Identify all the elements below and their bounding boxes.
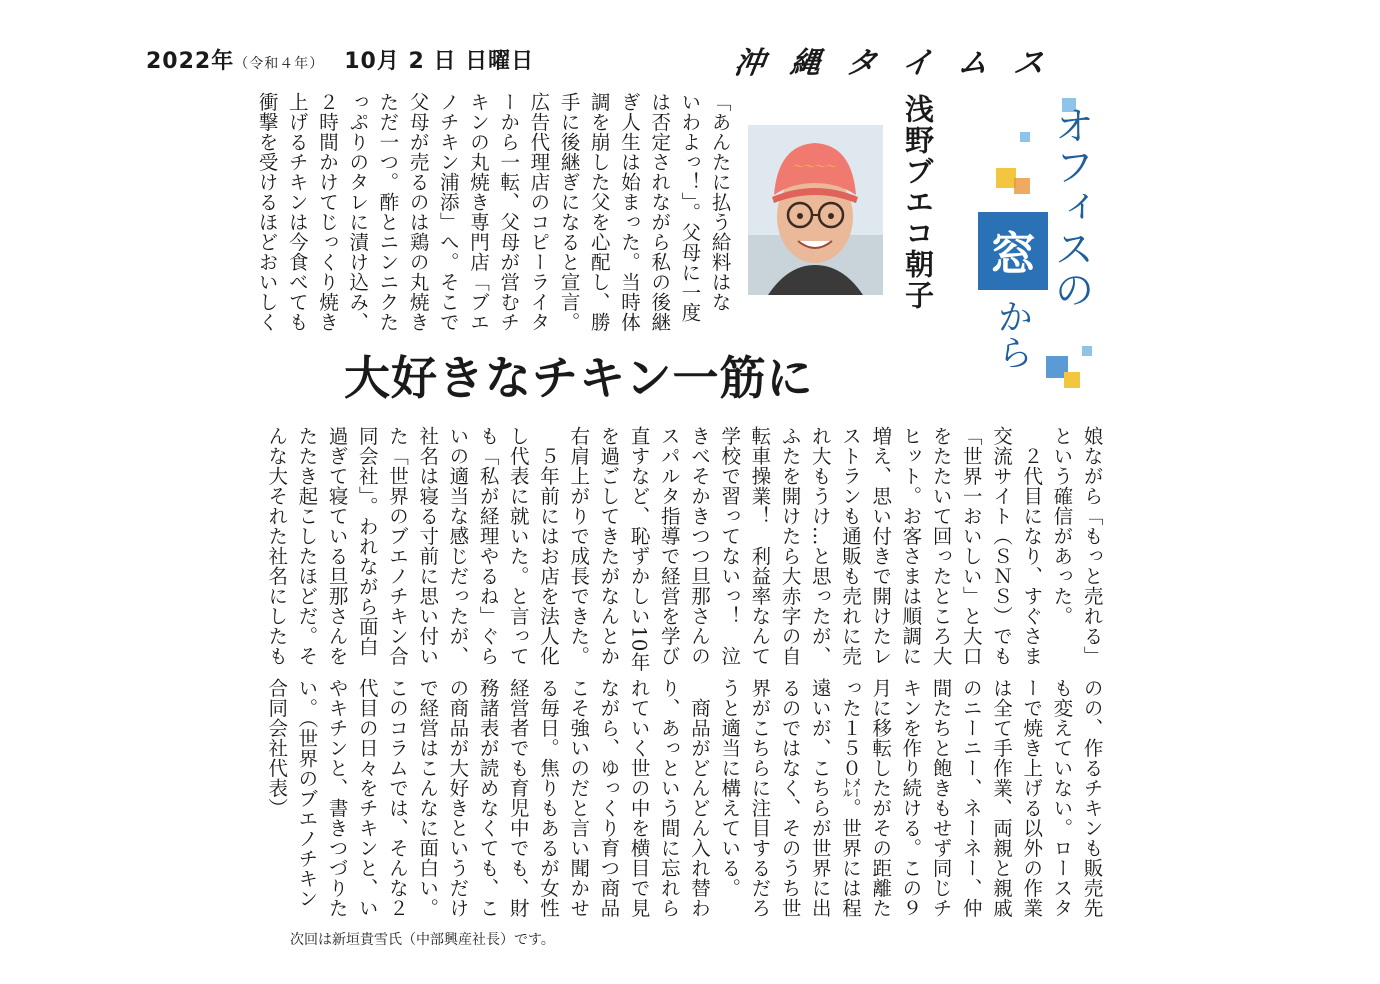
text-column: 右肩上がりで成長できた。 (567, 426, 591, 666)
text-column: ヒット。お客さまは順調に (899, 426, 923, 666)
decor-square (1082, 346, 1092, 356)
text-column: きべそかきつつ旦那さんの (687, 426, 711, 666)
text-column: たたき起こしたほどだ。そ (295, 426, 319, 666)
text-column: 「世界一おいしい」と大口 (959, 426, 983, 666)
text-column: れ大もうけ…と思ったが、 (808, 426, 832, 666)
text-column: やキチンと、書きつづりた (325, 678, 349, 918)
text-column: 「あんたに払う給料はな (708, 92, 732, 312)
text-column: 娘ながら「もっと売れる」 (1080, 426, 1104, 666)
text-column: ２時間かけてじっくり焼き (315, 92, 339, 332)
text-column: という確信があった。 (1050, 426, 1074, 626)
text-column: 代目の日々をチキンと、い (355, 678, 379, 918)
text-column: んな大それた社名にしたも (265, 426, 289, 666)
text-column: キンを作り続ける。この９ (899, 678, 923, 918)
series-title-part1: オフィスの (1048, 105, 1094, 310)
text-column: いわよっ！」。父母に一度 (678, 92, 702, 323)
text-column: ５年前にはお店を法人化 (536, 426, 560, 666)
text-column: るのではなく、そのうち世 (778, 678, 802, 918)
text-column: ２代目になり、すぐさま (1020, 426, 1044, 666)
text-column: り、あっという間に忘れら (657, 678, 681, 918)
text-column: 合同会社代表） (265, 678, 289, 818)
headline: 大好きなチキン一筋に (344, 351, 814, 405)
text-column: 手に後継ぎになると宣言。 (557, 92, 581, 332)
text-column: い。（世界のブエノチキン (295, 678, 319, 909)
text-column: 学校で習ってないっ！ 泣 (718, 426, 742, 666)
newspaper-name: 沖縄タイムス (732, 46, 1073, 81)
text-column: ノチキン浦添」へ。そこで (436, 92, 460, 332)
text-column: れていく世の中を横目で見 (627, 678, 651, 918)
text-column: キンの丸焼き専門店「ブエ (466, 92, 490, 332)
text-column: ーで焼き上げる以外の作業 (1020, 678, 1044, 918)
decor-square (1014, 178, 1030, 194)
text-column: のニーニー、ネーネー、仲 (959, 678, 983, 918)
text-column: は全て手作業、両親と親戚 (989, 678, 1013, 918)
text-column: 転車操業！ 利益率なんて (748, 426, 772, 666)
text-column: 衝撃を受けるほどおいしく (255, 92, 279, 332)
date-line (146, 44, 534, 75)
text-column: の商品が大好きというだけ (446, 678, 470, 918)
text-column: ーから一転、父母が営むチ (497, 92, 521, 332)
text-column: をたたいて回ったところ大 (929, 426, 953, 666)
text-column: 遠いが、こちらが世界に出 (808, 678, 832, 918)
text-column: し代表に就いた。と言って (506, 426, 530, 666)
text-column: 間たちと飽きもせず同じチ (929, 678, 953, 918)
text-column: ぎ人生は始まった。当時体 (617, 92, 641, 332)
date-year: 2022年 (146, 49, 235, 74)
date-era: （令和４年） (234, 56, 325, 72)
text-column: 直すなど、恥ずかしい10年 (627, 426, 651, 672)
text-column: を過ごしてきたがなんとか (597, 426, 621, 666)
text-column: っぷりのタレに漬け込み、 (346, 92, 370, 332)
text-column: も「私が経理やるね」ぐら (476, 426, 500, 666)
text-column: 上げるチキンは今食べても (285, 92, 309, 332)
text-column: 同会社」。われながら面白 (355, 426, 379, 657)
text-column: ストランも通販も売れに売 (838, 426, 862, 666)
series-title-part2: から (992, 298, 1033, 370)
text-column: 社名は寝る寸前に思い付い (416, 426, 440, 666)
svg-text:〜〜〜〜: 〜〜〜〜 (793, 160, 837, 173)
text-column: スパルタ指導で経営を学び (657, 426, 681, 666)
text-column: る毎日。焦りもあるが女性 (536, 678, 560, 918)
text-column: 商品がどんどん入れ替わ (687, 678, 711, 918)
date-day: 10月 2 日 (344, 49, 457, 74)
text-column: も変えていない。ロースタ (1050, 678, 1074, 918)
text-column: 調を崩した父を心配し、勝 (587, 92, 611, 332)
text-column: 過ぎて寝ている旦那さんを (325, 426, 349, 666)
text-column: 界がこちらに注目するだろ (748, 678, 772, 918)
text-column: こそ強いのだと言い聞かせ (567, 678, 591, 918)
decor-square (1020, 132, 1030, 142)
next-columnist-note: 次回は新垣貴雪氏（中部興産社長）です。 (290, 932, 555, 948)
text-column: た「世界のブエノチキン合 (385, 426, 409, 666)
text-column: 経営者でも育児中でも、財 (506, 678, 530, 918)
text-column: うと適当に構えている。 (718, 678, 742, 898)
author-name: 浅野ブエコ朝子 (901, 94, 935, 311)
series-title-window-box: 窓 (978, 212, 1048, 290)
text-column: った１５０㍍。世界には程 (838, 678, 862, 918)
text-column: ただ一つ。酢とニンニクた (376, 92, 400, 332)
text-column: ふたを開けたら大赤字の自 (778, 426, 802, 666)
text-column: このコラムでは、そんな２ (385, 678, 409, 918)
decor-square (1064, 372, 1080, 388)
text-column: は否定されながら私の後継 (648, 92, 672, 332)
text-column: で経営はこんなに面白い。 (416, 678, 440, 918)
text-column: 月に移転したがその距離た (869, 678, 893, 918)
decor-square (996, 168, 1016, 188)
text-column: 広告代理店のコピーライタ (527, 92, 551, 332)
text-column: 父母が売るのは鶏の丸焼き (406, 92, 430, 332)
text-column: ながら、ゆっくり育つ商品 (597, 678, 621, 918)
text-column: 増え、思い付きで開けたレ (869, 426, 893, 666)
text-column: 交流サイト（ＳＮＳ）でも (989, 426, 1013, 666)
author-photo (748, 125, 883, 295)
date-weekday: 日曜日 (465, 49, 535, 74)
text-column: いの適当な感じだったが、 (446, 426, 470, 666)
text-column: 務諸表が読めなくても、こ (476, 678, 500, 918)
text-column: のの、作るチキンも販売先 (1080, 678, 1104, 918)
